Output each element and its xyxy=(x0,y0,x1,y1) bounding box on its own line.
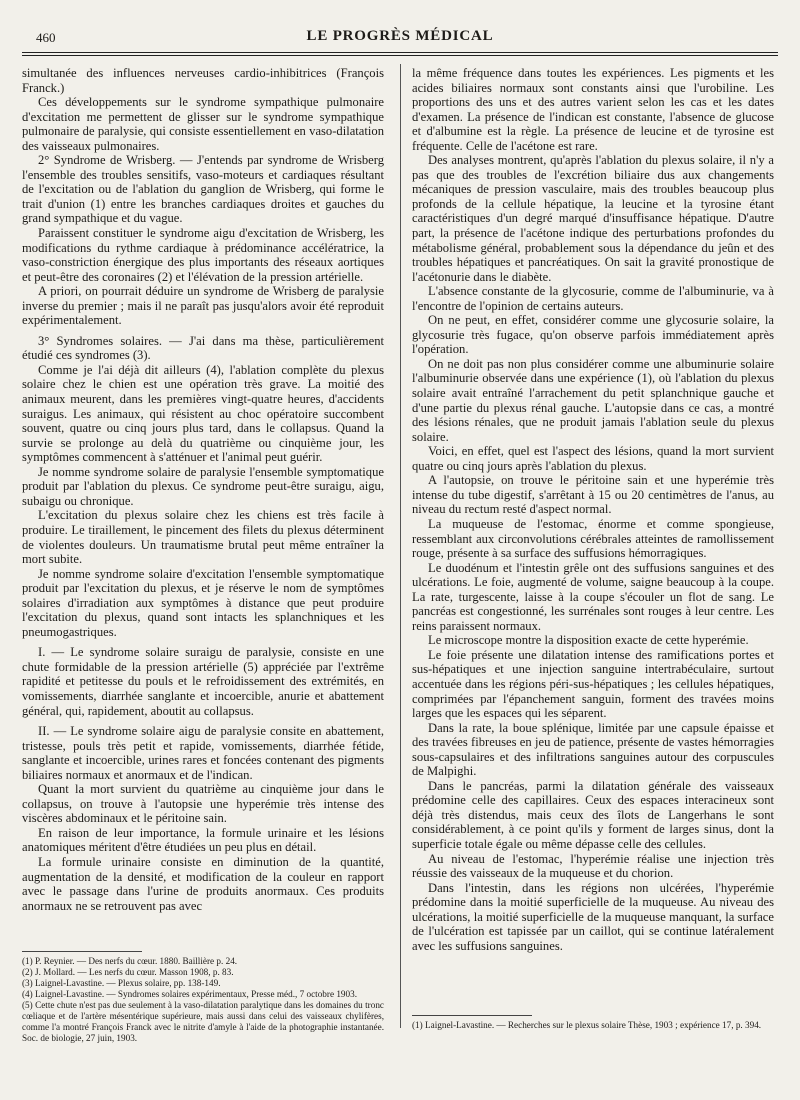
paragraph: La muqueuse de l'estomac, énorme et comme spongieuse, ressemblant aux circonvolutions cérébrales atteintes de ramollissement rouge, présente à sa surface des suffusions hémorragiques. xyxy=(412,516,774,561)
footnote: (5) Cette chute n'est pas due seulement à la vaso-dilatation paralytique dans les domaines du tronc cœliaque et de l'artère mésentérique supérieure, mais aussi dans celui des vaisseaux chylifères, comme l'a montré François Franck avec le nitrite d'amyle à l'aide de la photographie instantanée. Soc. de biologie, 27 juin, 1903. xyxy=(22,1000,384,1043)
header-rule xyxy=(22,52,778,53)
paragraph: la même fréquence dans toutes les expériences. Les pigments et les acides biliaires normaux sont constants ainsi que l'urobiline. Les proportions des uns et des autres varient selon les cas et les dates d'examen. La présence de l'indican est constante, l'absence de glucose et d'albumine est la règle. La présence de leucine et de tyrosine est fréquente. Celle de l'acétone est rare. xyxy=(412,66,774,153)
paragraph: Je nomme syndrome solaire de paralysie l'ensemble symptomatique produit par l'ablation du plexus. Ce syndrome peut-être suraigu, aigu, subaigu ou chronique. xyxy=(22,464,384,508)
journal-title: LE PROGRÈS MÉDICAL xyxy=(306,28,494,44)
page-number: 460 xyxy=(36,30,56,45)
paragraph: L'absence constante de la glycosurie, comme de l'albuminurie, va à l'encontre de l'opinion de certains auteurs. xyxy=(412,284,774,313)
page-header xyxy=(22,28,778,50)
footnote: (1) Laignel-Lavastine. — Recherches sur le plexus solaire Thèse, 1903 ; expérience 17, p. 394. xyxy=(412,1020,762,1030)
paragraph: A l'autopsie, on trouve le péritoine sain et une hyperémie très intense du tube digestif, s'arrêtant à 15 ou 20 centimètres de l'anus, au niveau du rectum resté d'aspect normal. xyxy=(412,473,774,517)
paragraph: La formule urinaire consiste en diminution de la quantité, augmentation de la densité, et modification de la couleur en rapport avec le passage dans l'urine de produits anormaux. Ces produits anormaux ne se retrouvent pas avec xyxy=(22,854,384,913)
left-column xyxy=(22,66,384,913)
right-footnotes xyxy=(412,1020,774,1031)
paragraph: Je nomme syndrome solaire d'excitation l'ensemble symptomatique produit par l'excitation du plexus, et je réserve le nom de symptômes solaires d'irradiation aux symptômes à distance que peut produire l'excitation du plexus, quand sont intacts les splanchniques et les pneumogastriques. xyxy=(22,566,384,639)
column-divider xyxy=(400,64,401,1028)
paragraph: simultanée des influences nerveuses cardio-inhibitrices (François Franck.) xyxy=(22,66,384,95)
paragraph: Comme je l'ai déjà dit ailleurs (4), l'ablation complète du plexus solaire chez le chien est une opération très grave. La moitié des animaux meurent, dans les premières vingt-quatre heures, d'accidents suraigus. Les animaux, qui résistent au choc opératoire succombent souvent, quatre ou cinq jours plus tard, dans le collapsus. Quand la survie se prolonge au delà du quatrième ou cinquième jour, les symptômes commencent à s'atténuer et l'animal peut guérir. xyxy=(22,362,384,465)
paragraph: Dans le pancréas, parmi la dilatation générale des vaisseaux prédomine celle des capillaires. Ceux des espaces interacineux sont déjà très distendus, mais ceux des îlots de Langerhans le sont considérablement, à ce point qu'ils y forment de larges sinus, dont la superficie totale égale ou même dépasse celle des cellules. xyxy=(412,778,774,851)
paragraph: A priori, on pourrait déduire un syndrome de Wrisberg de paralysie inverse du premier ; mais il ne paraît pas jusqu'alors avoir été reproduit expérimentalement. xyxy=(22,284,384,328)
paragraph: I. — Le syndrome solaire suraigu de paralysie, consiste en une chute formidable de la pression artérielle (5) appréciée par l'extrême rapidité et petitesse du pouls et le refroidissement des extrémités, en vomissements, diarrhée sanglante et incoercible, anurie et abattement général, qui, rapidement, aboutit au collapsus. xyxy=(22,645,384,718)
paragraph: Le duodénum et l'intestin grêle ont des suffusions sanguines et des ulcérations. Le foie, augmenté de volume, saigne beaucoup à la coupe. La rate, turgescente, laisse à la coupe s'écouler un flot de sang. Le pancréas est congestionné, les surrénales sont rouges à leur centre. Les reins paraissent normaux. xyxy=(412,560,774,633)
footnote: (4) Laignel-Lavastine. — Syndromes solaires expérimentaux, Presse méd., 7 octobre 1903. xyxy=(22,989,357,999)
paragraph: Voici, en effet, quel est l'aspect des lésions, quand la mort survient quatre ou cinq jours après l'ablation du plexus. xyxy=(412,444,774,473)
left-footnotes xyxy=(22,956,384,1044)
right-column xyxy=(412,66,774,953)
paragraph: Le microscope montre la disposition exacte de cette hyperémie. xyxy=(428,633,749,648)
paragraph: On ne peut, en effet, considérer comme une glycosurie solaire, la glycosurie très fugace, qu'on observe parfois immédiatement après l'opération. xyxy=(412,313,774,357)
paragraph: Ces développements sur le syndrome sympathique pulmonaire d'excitation me permettent de glisser sur le syndrome sympathique pulmonaire de paralysie, qui consiste essentiellement en vaso-dilatation des vaisseaux pulmonaires. xyxy=(22,95,384,153)
footnote-rule xyxy=(412,1015,532,1016)
paragraph: Dans l'intestin, dans les régions non ulcérées, l'hyperémie prédomine dans la moitié superficielle de la muqueuse. Au niveau des ulcérations, la moitié superficielle de la muqueuse manquant, la surface de l'ulcération est tapissée par un caillot, qui se continue latéralement avec les suffusions sanguines. xyxy=(412,880,774,953)
footnote-rule xyxy=(22,951,142,952)
paragraph: L'excitation du plexus solaire chez les chiens est très facile à produire. Le tiraillement, le pincement des filets du plexus déterminent de violentes douleurs. Un traumatisme brutal peut même entraîner la mort subite. xyxy=(22,508,384,567)
header-rule-thin xyxy=(22,55,778,56)
paragraph: Le foie présente une dilatation intense des ramifications portes et sus-hépatiques et une injection sanguine intertrabéculaire, surtout accentuée dans les régions péri-sus-hépatiques ; les cellules hépatiques, comprimées par l'épanchement sanguin, forment des travées moins larges que les espaces qui les séparent. xyxy=(412,647,774,721)
paragraph: Au niveau de l'estomac, l'hyperémie réalise une injection très réussie des vaisseaux de la muqueuse et du chorion. xyxy=(412,851,774,881)
paragraph: 3° Syndromes solaires. — J'ai dans ma thèse, particulièrement étudié ces syndromes (3). xyxy=(22,333,384,363)
paragraph: Quant la mort survient du quatrième au cinquième jour dans le collapsus, on trouve à l'autopsie une hyperémie très intense des viscères abdominaux et le péritoine sain. xyxy=(22,782,384,826)
paragraph: 2° Syndrome de Wrisberg. — J'entends par syndrome de Wrisberg l'ensemble des troubles sensitifs, vaso-moteurs et cardiaques résultant de l'excitation ou de l'ablation du ganglion de Wrisberg, qui forme le trait d'union (1) entre les branches cardiaques droites et gauches du grand sympathique et du vague. xyxy=(22,153,384,226)
paragraph: On ne doit pas non plus considérer comme une albuminurie solaire l'albuminurie observée dans une expérience (1), où l'ablation du plexus solaire avait entraîné l'arrachement du petit splanchnique gauche et d'une partie du plexus rénal gauche. L'autopsie dans ce cas, a montré des lésions rénales, que ne produit jamais l'ablation seule du plexus solaire. xyxy=(412,356,774,444)
footnote: (1) P. Reynier. — Des nerfs du cœur. 1880. Baillière p. 24. xyxy=(22,956,238,966)
paragraph: Des analyses montrent, qu'après l'ablation du plexus solaire, il n'y a pas que des troubles de l'excrétion biliaire dus aux changements mécaniques de pression vasculaire, mais des troubles beaucoup plus profonds de la cellule hépatique, la leucine et la tyrosine étant caractéristiques d'un degré marqué d'insuffisance hépatique. D'autre part, la présence de l'acétone indique des perturbations profondes du métabolisme général, probablement sous la dépendance du jeûn et des troubles hépatiques et pancréatiques. On sait la gravité pronostique de l'acétonurie dans le diabète. xyxy=(412,153,774,284)
paragraph: Dans la rate, la boue splénique, limitée par une capsule épaisse et des travées fibreuses en jeu de patience, présente de vastes hémorragies sous-capsulaires et des infiltrations sanguines autour des corpuscules de Malpighi. xyxy=(412,720,774,779)
footnote: (3) Laignel-Lavastine. — Plexus solaire, pp. 138-149. xyxy=(22,978,221,988)
paragraph: II. — Le syndrome solaire aigu de paralysie consite en abattement, tristesse, pouls très petit et rapide, vomissements, diarrhée fétide, sanglante et incoercible, urines rares et foncées contenant des pigments biliaires normaux et anormaux et de l'indican. xyxy=(22,724,384,782)
paragraph: En raison de leur importance, la formule urinaire et les lésions anatomiques méritent d'être étudiées un peu plus en détail. xyxy=(22,825,384,855)
paragraph: Paraissent constituer le syndrome aigu d'excitation de Wrisberg, les modifications du rythme cardiaque à prédominance accélératrice, la vaso-constriction énergique des plus importants des réseaux aortiques et peut-être des coronaires (2) et l'élévation de la pression artérielle. xyxy=(22,226,384,284)
footnote: (2) J. Mollard. — Les nerfs du cœur. Masson 1908, p. 83. xyxy=(22,967,234,977)
